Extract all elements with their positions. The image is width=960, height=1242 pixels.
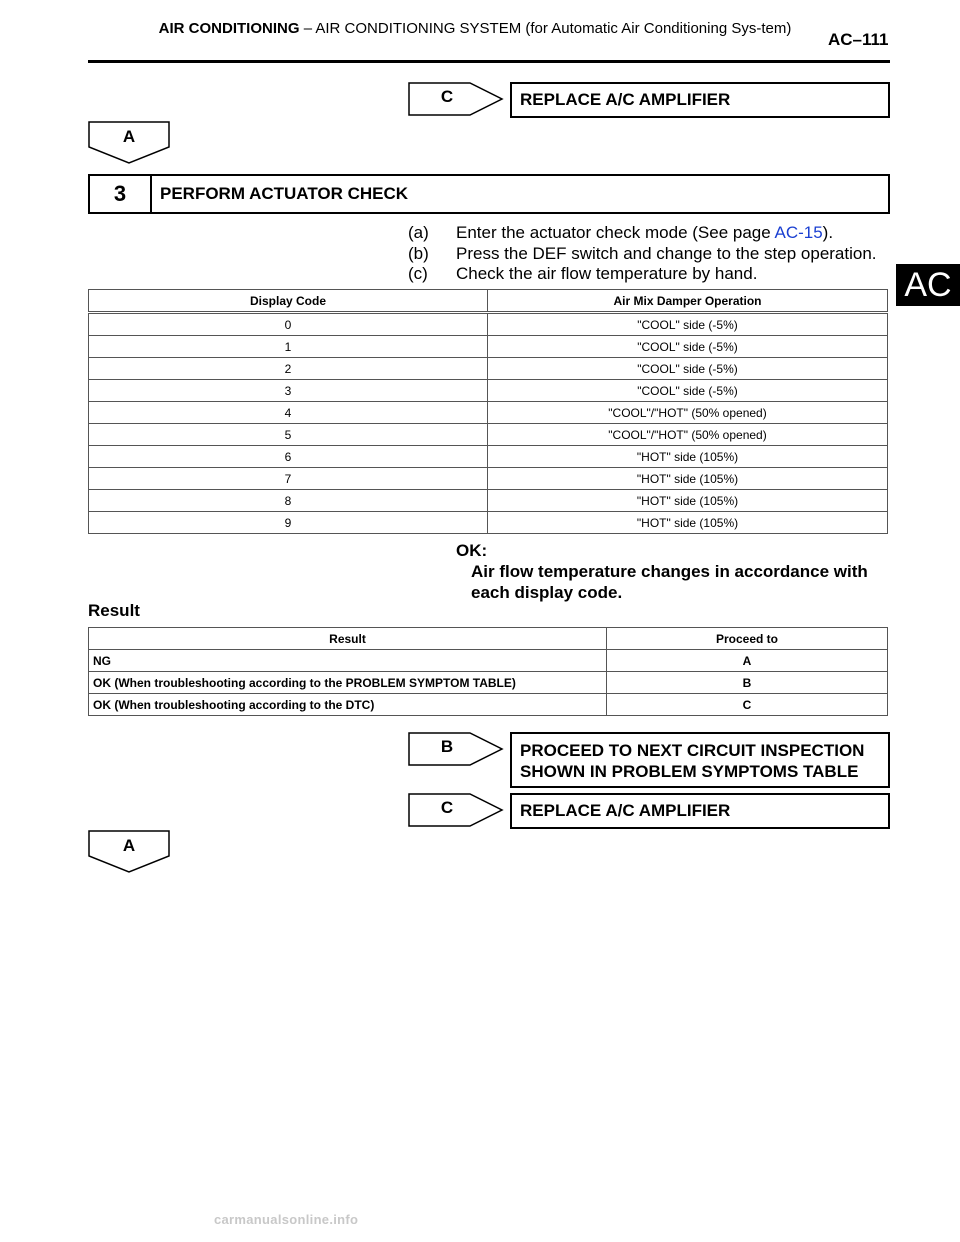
column-header: Air Mix Damper Operation [488,290,888,312]
table-header-row [89,628,888,650]
branch-letter: B [440,737,454,756]
page-header-title [130,20,820,38]
ok-specification [456,540,901,603]
table-row: 2 "COOL" side (-5%) [89,358,888,380]
flow-letter: A [122,836,136,855]
ok-label: OK: [456,541,488,560]
table-header-row [89,290,888,312]
table-row: 0 "COOL" side (-5%) [89,314,888,336]
result-heading: Result [88,601,140,620]
table-row: 1 "COOL" side (-5%) [89,336,888,358]
header-dash: – [303,20,313,37]
action-replace-amplifier: REPLACE A/C AMPLIFIER [510,793,890,829]
table-row: OK (When troubleshooting according to the PROBLEM SYMPTOM TABLE) B [89,672,888,694]
table-row: 8 "HOT" side (105%) [89,490,888,512]
column-header: Result [89,628,607,650]
column-header: Proceed to [607,628,888,650]
table-row: 5 "COOL"/"HOT" (50% opened) [89,424,888,446]
branch-arrow-b [408,732,500,766]
branch-letter: C [440,87,454,106]
section-side-tab: AC [896,264,960,306]
table-row: 4 "COOL"/"HOT" (50% opened) [89,402,888,424]
table-row: 9 "HOT" side (105%) [89,512,888,534]
instruction-b: (b) Press the DEF switch and change to the step operation. [408,244,877,263]
table-row: 7 "HOT" side (105%) [89,468,888,490]
flow-arrow-a-2 [88,830,170,874]
column-header: Display Code [89,290,488,312]
flow-letter: A [122,127,136,146]
step-title: PERFORM ACTUATOR CHECK [160,184,409,203]
page-link[interactable]: AC-15 [774,223,823,242]
actuator-check-table [88,289,888,534]
table-row: 3 "COOL" side (-5%) [89,380,888,402]
page-number: AC–111 [828,30,889,49]
instruction-a: (a) Enter the actuator check mode (See page AC-15). [408,223,834,242]
action-proceed-next-circuit: PROCEED TO NEXT CIRCUIT INSPECTION SHOWN IN PROBLEM SYMPTOMS TABLE [510,732,890,788]
branch-arrow-c [408,793,500,827]
step-number: 3 [90,176,152,212]
table-row: 6 "HOT" side (105%) [89,446,888,468]
header-rule [88,60,890,63]
header-subtitle: AIR CONDITIONING SYSTEM (for Automatic Air Conditioning Sys-tem) [315,20,792,37]
watermark-footer: carmanualsonline.info [214,1212,359,1227]
table-row: NG A [89,650,888,672]
flow-arrow-a-1 [88,121,170,165]
header-section: AIR CONDITIONING [158,20,300,37]
ok-line-1: Air flow temperature changes in accordance with [471,562,868,581]
instruction-c: (c) Check the air flow temperature by hand. [408,264,758,283]
ok-line-2: each display code. [471,583,623,602]
branch-arrow-c-top [408,82,500,116]
action-replace-amplifier-top: REPLACE A/C AMPLIFIER [510,82,890,118]
table-row: OK (When troubleshooting according to the DTC) C [89,694,888,716]
branch-letter: C [440,798,454,817]
result-table [88,627,888,716]
step-header [88,174,890,214]
